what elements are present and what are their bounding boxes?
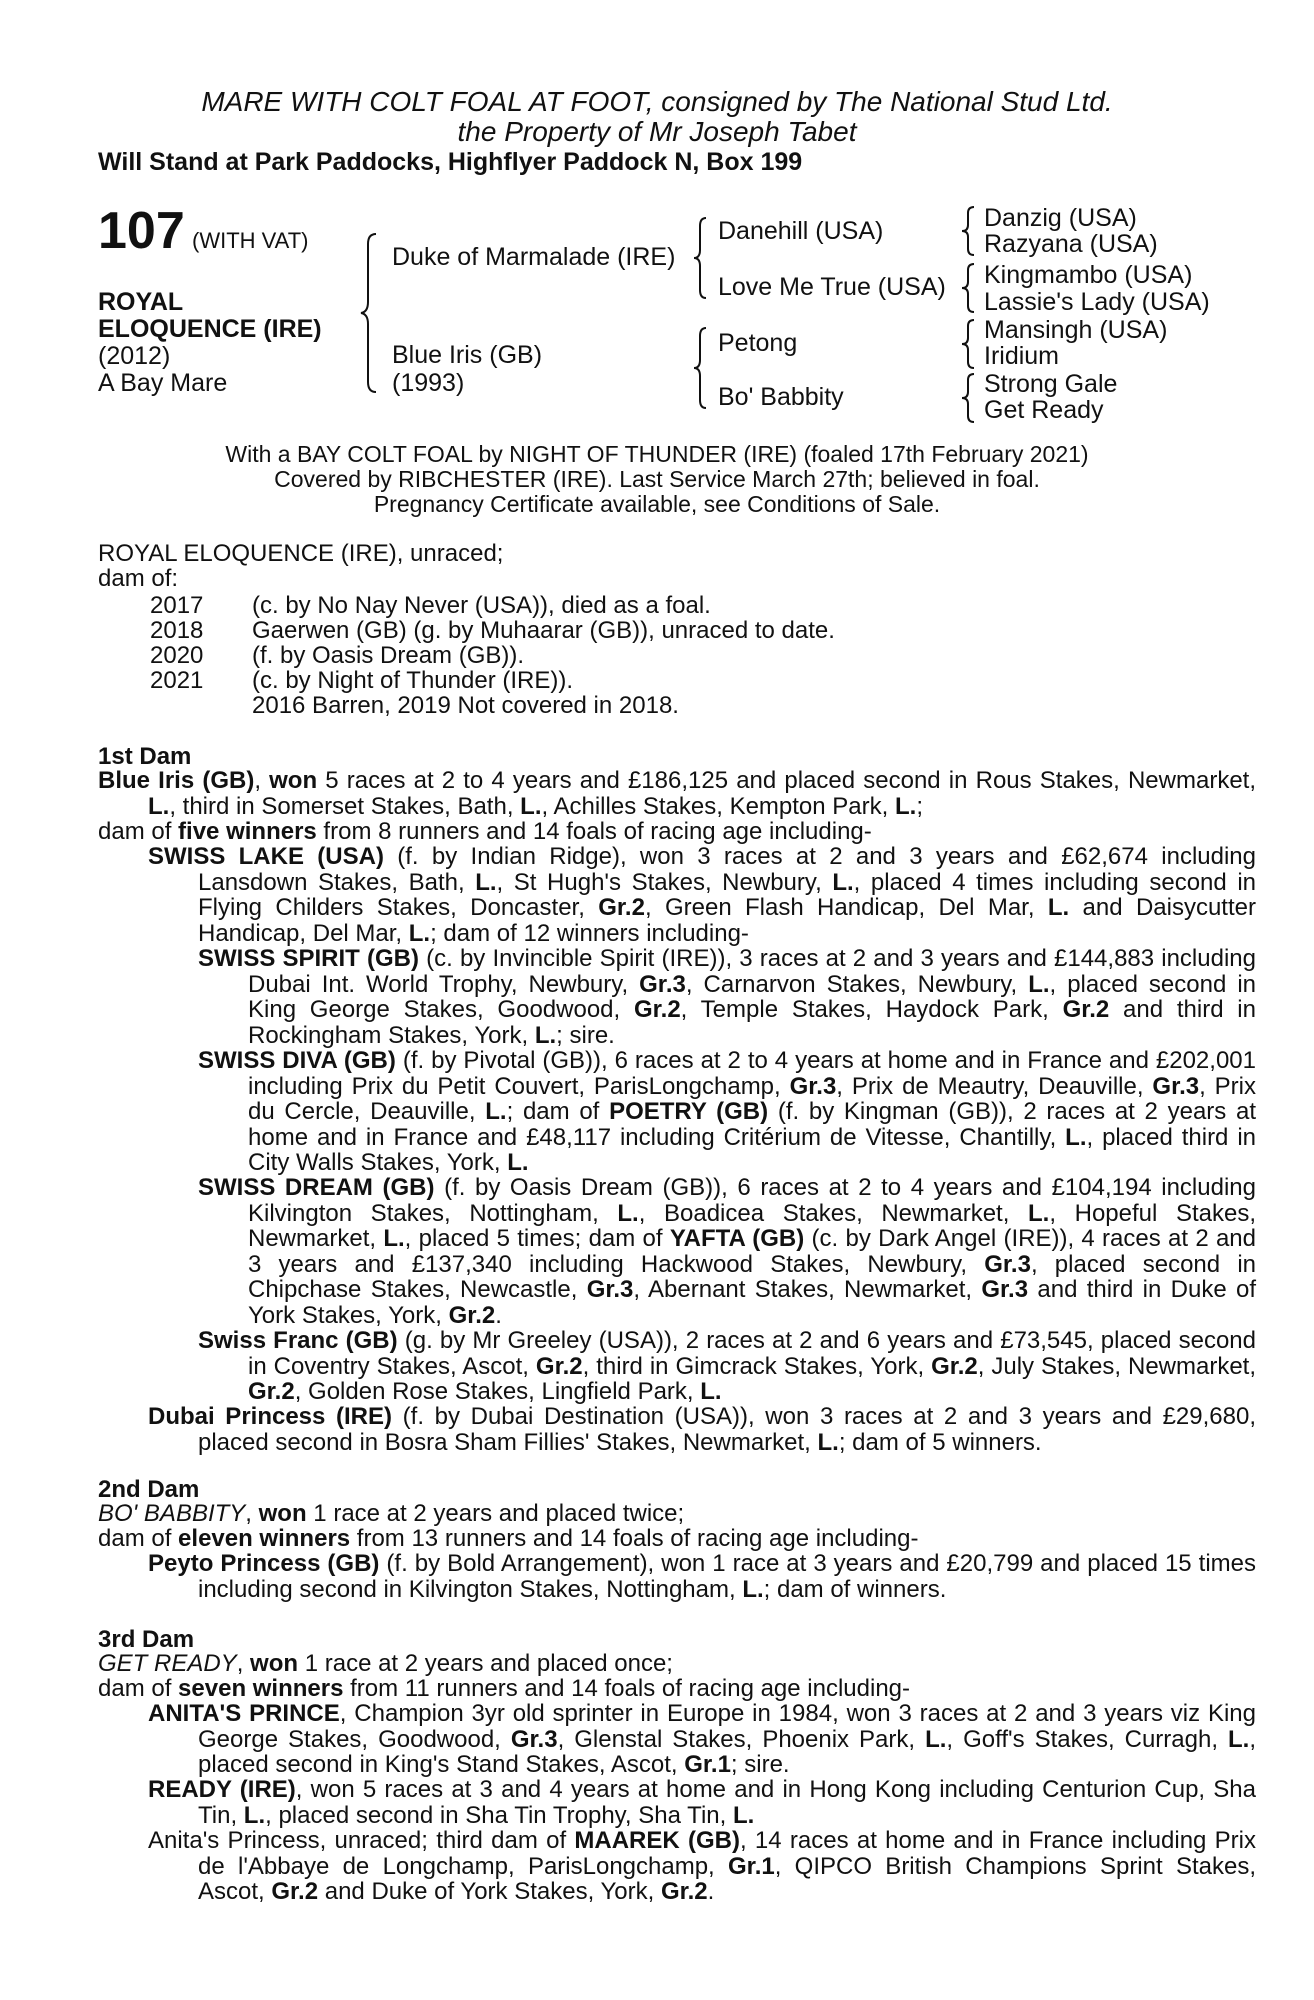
text: , third in Gimcrack Stakes, York,: [582, 1352, 932, 1380]
text: , Green Flash Handicap, Del Mar,: [644, 894, 1048, 921]
text: and third in Duke of York Stakes, York,: [248, 1276, 1256, 1329]
horse-name: Peyto Princess (GB): [148, 1550, 380, 1577]
first-dam-produce: [98, 819, 1206, 845]
listed: L.: [925, 1725, 947, 1753]
pedigree-dss: Mansingh (USA): [984, 316, 1168, 344]
winners-count: eleven winners: [178, 1525, 351, 1552]
pedigree-brace-sd: [960, 262, 982, 314]
horse-name: SWISS SPIRIT (GB): [198, 945, 419, 972]
horse-name: Dubai Princess (IRE): [148, 1403, 393, 1430]
first-dam-heading: 1st Dam: [98, 743, 192, 770]
pedigree-brace-ds: [960, 318, 982, 370]
text: , Goff's Stakes, Curragh,: [946, 1725, 1228, 1753]
won-text: won: [258, 1500, 307, 1527]
text: dam of: [98, 818, 179, 845]
entry-swiss-dream: [198, 1175, 1256, 1328]
pedigree-ddd: Get Ready: [984, 396, 1104, 424]
text: (f. by Dubai Destination (USA)), won 3 races at 2 and 3 years and £29,680, placed second in Bosra Sham Fillies' Stakes, Newmarket,: [198, 1403, 1257, 1456]
certificate-note: Pregnancy Certificate available, see Conditions of Sale.: [373, 491, 941, 517]
dam-name: Blue Iris (GB): [98, 767, 255, 794]
pedigree-sds: Kingmambo (USA): [984, 261, 1193, 289]
listed: L.: [700, 1378, 722, 1405]
text: , QIPCO British Champions Sprint Stakes, Ascot,: [198, 1852, 1256, 1905]
second-dam-record: BO' BABBITY, won 1 race at 2 years and placed twice;: [98, 1500, 685, 1527]
produce-year: 2020: [150, 642, 204, 669]
entry-swiss-lake: [148, 844, 1256, 946]
produce-damof: dam of:: [98, 565, 179, 592]
group: Gr.2: [535, 1352, 583, 1380]
group: Gr.2: [931, 1352, 978, 1380]
group: Gr.2: [248, 1378, 295, 1405]
text: (f. by Oasis Dream (GB)), 6 races at 2 to 4 years and £104,194 including Kilvington Stakes, Nottingham,: [248, 1174, 1256, 1227]
produce-year: 2018: [150, 617, 204, 644]
text: ; dam of 12 winners including-: [430, 919, 749, 947]
text: , placed 4 times including second in Flying Childers Stakes, Doncaster,: [198, 868, 1256, 921]
listed: L.: [732, 1801, 755, 1829]
listed: L.: [520, 792, 542, 820]
text: , 14 races at home and in France including Prix de l'Abbaye de Longchamp, ParisLongchamp,: [198, 1827, 1256, 1880]
listed: L.: [475, 868, 497, 896]
horse-name: POETRY (GB): [609, 1098, 769, 1125]
produce-barren: 2016 Barren, 2019 Not covered in 2018.: [252, 692, 679, 719]
pedigree-dam-sire: Petong: [718, 329, 798, 357]
group: Gr.1: [684, 1751, 731, 1778]
pedigree-brace-dd: [960, 372, 982, 424]
text: , Hopeful Stakes, Newmarket,: [248, 1199, 1256, 1252]
pedigree-dam-year: (1993): [392, 369, 465, 397]
text: .: [707, 1878, 715, 1905]
text: , Prix du Cercle, Deauville,: [248, 1072, 1256, 1125]
text: (f. by Bold Arrangement), won 1 race at 3 years and £20,799 and placed 15 times including second in Kilvington Stakes, Nottingham,: [198, 1550, 1256, 1603]
listed: L.: [617, 1199, 639, 1227]
pedigree-sss: Danzig (USA): [984, 204, 1137, 232]
pedigree-dsd: Iridium: [984, 342, 1060, 370]
text: , Champion 3yr old sprinter in Europe in 1984, won 3 races at 2 and 3 years viz King George Stakes, Goodwood,: [198, 1700, 1256, 1753]
text: (g. by Mr Greeley (USA)), 2 races at 2 and 6 years and £73,545, placed second in Coventry Stakes, Ascot,: [248, 1327, 1256, 1380]
text: ; dam of: [506, 1098, 610, 1125]
second-dam-heading: 2nd Dam: [98, 1476, 200, 1503]
text: (f. by Indian Ridge), won 3 races at 2 and 3 years and £62,674 including Lansdown Stakes, Bath,: [198, 843, 1256, 896]
lot-number: 107: [98, 202, 185, 260]
listed: L.: [817, 1428, 839, 1456]
group: Gr.3: [586, 1276, 634, 1303]
text: , Prix de Meautry, Deauville,: [836, 1072, 1153, 1100]
listed: L.: [1228, 1725, 1250, 1753]
text: , placed third in City Walls Stakes, York,: [248, 1123, 1257, 1176]
consignor-line: MARE WITH COLT FOAL AT FOOT, consigned by The National Stud Ltd.: [201, 86, 1113, 117]
pedigree-brace-dam: [692, 326, 716, 410]
horse-name: Swiss Franc (GB): [198, 1327, 398, 1354]
group: Gr.1: [728, 1852, 775, 1880]
pedigree-sdd: Lassie's Lady (USA): [984, 288, 1210, 316]
group: Gr.3: [1152, 1072, 1200, 1100]
pedigree-ssd: Razyana (USA): [984, 230, 1158, 258]
horse-name: ANITA'S PRINCE: [148, 1700, 340, 1727]
horse-name: SWISS DIVA (GB): [198, 1047, 396, 1074]
text: , Glenstal Stakes, Phoenix Park,: [557, 1725, 926, 1753]
text: ; sire.: [556, 1021, 615, 1049]
text: , placed second in Chipchase Stakes, Newcastle,: [248, 1250, 1257, 1303]
entry-swiss-franc: [198, 1328, 1256, 1405]
text: from 11 runners and 14 foals of racing age including-: [343, 1675, 911, 1702]
text: ;: [916, 792, 923, 820]
text: (c. by Invincible Spirit (IRE)), 3 races at 2 and 3 years and £144,883 including Dubai Int. World Trophy, Newbury,: [248, 945, 1256, 998]
text: , Boadicea Stakes, Newmarket,: [638, 1199, 1028, 1227]
text: ; dam of 5 winners.: [838, 1428, 1042, 1456]
covered-note: Covered by RIBCHESTER (IRE). Last Service March 27th; believed in foal.: [274, 466, 1040, 492]
text: , Achilles Stakes, Kempton Park,: [541, 792, 895, 820]
horse-name-line2: ELOQUENCE (IRE): [98, 315, 322, 343]
listed: L.: [507, 1149, 529, 1176]
text: 1 race at 2 years and placed twice;: [306, 1500, 685, 1527]
text: from 13 runners and 14 foals of racing age including-: [350, 1525, 919, 1552]
text: and Daisycutter Handicap, Del Mar,: [198, 894, 1256, 947]
text: , third in Somerset Stakes, Bath,: [169, 792, 521, 820]
pedigree-sire-sire: Danehill (USA): [718, 217, 884, 245]
winners-count: five winners: [178, 818, 317, 845]
pedigree-brace-ss: [960, 205, 982, 257]
text: 5 races at 2 to 4 years and £186,125 and placed second in Rous Stakes, Newmarket,: [317, 767, 1256, 794]
pedigree-dam-dam: Bo' Babbity: [718, 383, 844, 411]
text: , Carnarvon Stakes, Newbury,: [685, 970, 1029, 998]
foal-note: With a BAY COLT FOAL by NIGHT OF THUNDER (IRE) (foaled 17th February 2021): [225, 441, 1089, 467]
entry-swiss-spirit: [198, 946, 1256, 1048]
first-dam-record: Blue Iris (GB), won 5 races at 2 to 4 years and £186,125 and placed second in Rous Stakes, Newmarket, L., third in Somerset Stakes, Bath, L., Achilles Stakes, Kempton Park, L.;: [98, 767, 1256, 820]
horse-name: MAAREK (GB): [574, 1827, 740, 1854]
pedigree-brace-main: [360, 232, 390, 394]
group: Gr.2: [448, 1301, 496, 1329]
horse-year: (2012): [98, 342, 171, 370]
text: .: [495, 1301, 502, 1329]
text: (f. by Pivotal (GB)), 6 races at 2 to 4 years at home and in France and £202,001 including Prix du Petit Couvert, ParisLongchamp,: [248, 1047, 1256, 1100]
third-dam-heading: 3rd Dam: [98, 1626, 195, 1653]
group: Gr.3: [981, 1276, 1029, 1303]
pedigree-sire: Duke of Marmalade (IRE): [392, 243, 676, 271]
horse-name: YAFTA (GB): [669, 1225, 805, 1252]
group: Gr.2: [660, 1878, 708, 1905]
text: (c. by Dark Angel (IRE)), 4 races at 2 and 3 years and £137,340 including Hackwood Stakes, Newbury,: [248, 1225, 1257, 1278]
stand-location: Will Stand at Park Paddocks, Highflyer Paddock N, Box 199: [98, 148, 803, 176]
text: , Temple Stakes, Haydock Park,: [680, 996, 1063, 1023]
text: , July Stakes, Newmarket,: [977, 1352, 1257, 1380]
listed: L.: [832, 868, 854, 896]
listed: L.: [1065, 1123, 1087, 1151]
horse-name: SWISS DREAM (GB): [198, 1174, 435, 1201]
text: , placed second in King's Stand Stakes, Ascot,: [198, 1725, 1256, 1778]
entry-anitas-prince: [148, 1701, 1256, 1778]
lot-vat: (WITH VAT): [192, 228, 309, 253]
won-text: won: [250, 1650, 299, 1677]
produce-entry: (c. by No Nay Never (USA)), died as a foal.: [252, 592, 711, 619]
produce-entry: Gaerwen (GB) (g. by Muhaarar (GB)), unraced to date.: [252, 617, 835, 644]
listed: L.: [534, 1021, 557, 1049]
group: Gr.3: [984, 1250, 1031, 1278]
horse-name: READY (IRE): [148, 1776, 296, 1803]
text: , placed second in King George Stakes, Goodwood,: [248, 970, 1256, 1023]
entry-dubai-princess: [148, 1404, 1256, 1455]
entry-peyto-princess: [148, 1551, 1256, 1602]
listed: L.: [148, 792, 170, 820]
text: Anita's Princess, unraced; third dam of: [148, 1827, 575, 1854]
third-dam-produce: [98, 1676, 1206, 1702]
text: and third in Rockingham Stakes, York,: [248, 996, 1256, 1049]
produce-year: 2017: [150, 592, 204, 619]
text: from 8 runners and 14 foals of racing age including-: [316, 818, 872, 845]
pedigree-brace-sire: [692, 216, 716, 300]
text: ; dam of winners.: [763, 1575, 947, 1603]
listed: L.: [894, 792, 917, 820]
group: Gr.2: [598, 894, 645, 921]
pedigree-dam: Blue Iris (GB): [392, 341, 543, 369]
entry-swiss-diva: [198, 1048, 1256, 1176]
dam-name: GET READY: [98, 1650, 237, 1677]
produce-intro: ROYAL ELOQUENCE (IRE), unraced;: [98, 540, 504, 567]
text: dam of: [98, 1675, 179, 1702]
produce-year: 2021: [150, 667, 204, 694]
text: (f. by Kingman (GB)), 2 races at 2 years at home and in France and £48,117 including Critérium de Vitesse, Chantilly,: [248, 1098, 1257, 1151]
won-text: won: [269, 767, 318, 794]
text: and Duke of York Stakes, York,: [318, 1878, 661, 1905]
produce-entry: (f. by Oasis Dream (GB)).: [252, 642, 525, 669]
pedigree-sire-dam: Love Me True (USA): [718, 273, 946, 301]
listed: L.: [243, 1801, 266, 1829]
second-dam-produce: [98, 1526, 1206, 1552]
third-dam-record: GET READY, won 1 race at 2 years and placed once;: [98, 1650, 673, 1677]
listed: L.: [485, 1098, 507, 1125]
horse-name-line1: ROYAL: [98, 288, 184, 316]
group: Gr.3: [510, 1725, 558, 1753]
text: , placed 5 times; dam of: [404, 1225, 670, 1252]
property-line: the Property of Mr Joseph Tabet: [457, 116, 857, 147]
listed: L.: [742, 1575, 764, 1603]
pedigree-dds: Strong Gale: [984, 370, 1118, 398]
listed: L.: [408, 919, 431, 947]
entry-anitas-princess: [148, 1828, 1256, 1905]
entry-ready: [148, 1777, 1256, 1828]
text: dam of: [98, 1525, 179, 1552]
text: 1 race at 2 years and placed once;: [298, 1650, 673, 1677]
group: Gr.3: [639, 970, 686, 998]
listed: L.: [1028, 1199, 1050, 1227]
listed: L.: [383, 1225, 405, 1252]
listed: L.: [1028, 970, 1050, 998]
winners-count: seven winners: [178, 1675, 344, 1702]
text: , St Hugh's Stakes, Newbury,: [496, 868, 833, 896]
listed: L.: [1047, 894, 1070, 921]
text: , won 5 races at 3 and 4 years at home and in Hong Kong including Centurion Cup, Sha Tin,: [198, 1776, 1256, 1829]
text: , Golden Rose Stakes, Lingfield Park,: [294, 1378, 701, 1405]
horse-description: A Bay Mare: [98, 369, 228, 397]
produce-entry: (c. by Night of Thunder (IRE)).: [252, 667, 573, 694]
group: Gr.2: [271, 1878, 319, 1905]
text: , placed second in Sha Tin Trophy, Sha Tin,: [265, 1801, 733, 1829]
text: , Abernant Stakes, Newmarket,: [633, 1276, 982, 1303]
dam-name: BO' BABBITY: [98, 1500, 246, 1527]
text: ; sire.: [730, 1751, 790, 1778]
group: Gr.3: [789, 1072, 837, 1100]
group: Gr.2: [1062, 996, 1110, 1023]
horse-name: SWISS LAKE (USA): [148, 843, 384, 870]
group: Gr.2: [633, 996, 681, 1023]
